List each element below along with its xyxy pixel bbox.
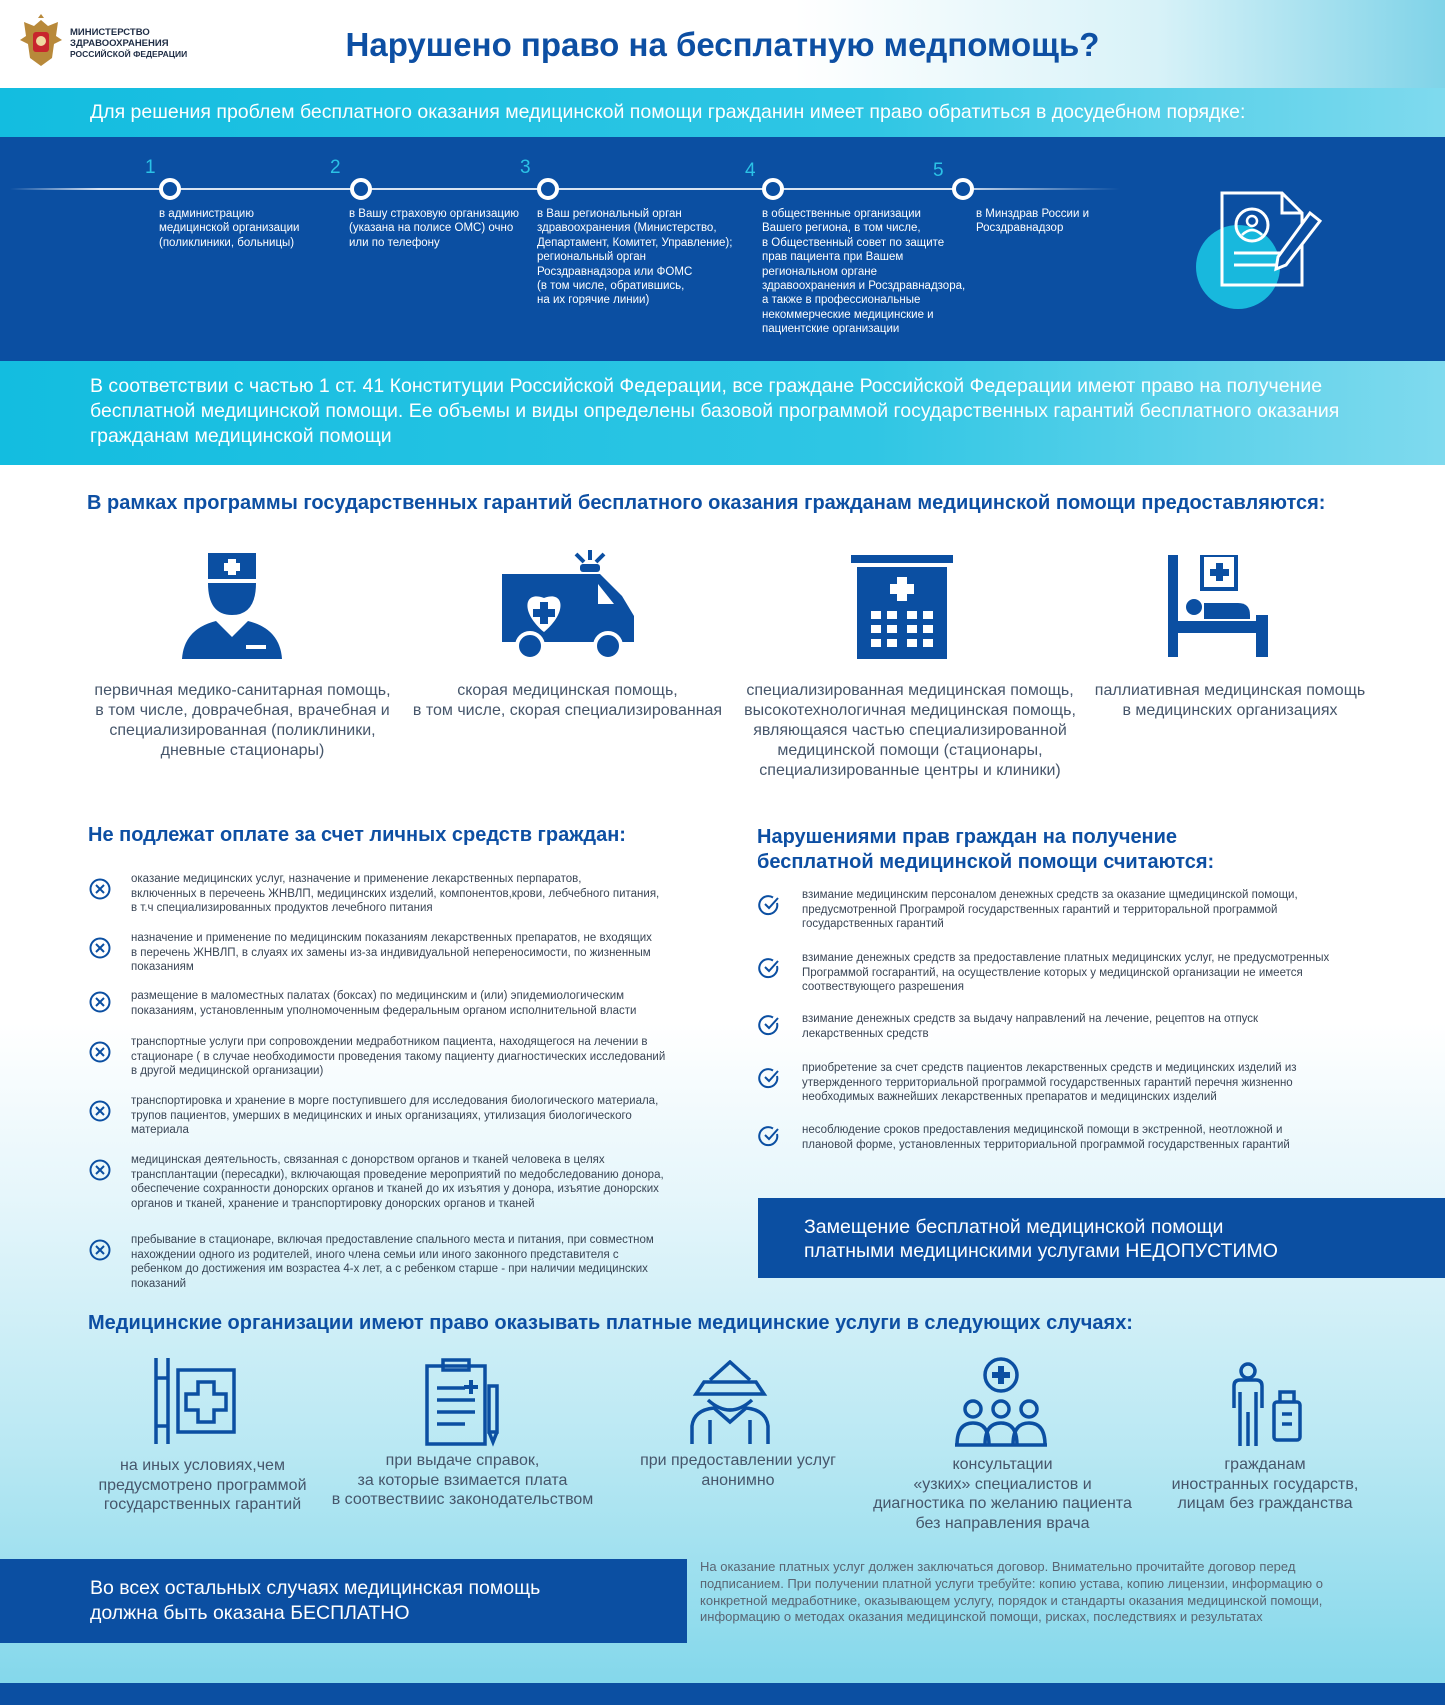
step-dot xyxy=(952,178,974,200)
check-circle-icon xyxy=(758,1014,780,1041)
list-item: назначение и применение по медицинским показаниям лекарственных препаратов, не входящих в перечень ЖНВЛП, в слуаях их замены из-за индивидуальной непереносимости, по жизненным показаниям xyxy=(131,932,652,974)
footer-bar xyxy=(0,1683,1445,1705)
anonymous-person-icon xyxy=(688,1360,772,1444)
list-item: оказание медицинских услуг, назначение и применение лекарственных перпаратов, включенных в перечеень ЖНВЛП, медицинских изделий, компонентов,крови, лебчебного питания, в т.ч специализированных продуктов лечебного питания xyxy=(131,873,660,915)
paid-heading: Медицинские организации имеют право оказывать платные медицинские услуги в следующих случаях: xyxy=(88,1312,1133,1334)
service-text: первичная медико-санитарная помощь, в том числе, доврачебная, врачебная и специализированная (поликлиники, дневные стационары) xyxy=(94,682,391,759)
constitution-text: В соответствии с частью 1 ст. 41 Конституции Российской Федерации, все граждане Российской Федерации имеют право на получение бесплатной медицинской помощи. Ее объемы и виды определены базовой программой государственных гарантий бесплатного оказания гражданам медицинской помощи xyxy=(90,375,1340,447)
check-circle-icon xyxy=(758,1125,780,1152)
paid-case-text: при выдаче справок, за которые взимается плата в соотвествиис законодательством xyxy=(331,1452,594,1508)
service-text: паллиативная медицинская помощь в медицинских организациях xyxy=(1094,682,1366,719)
contract-note: На оказание платных услуг должен заключаться договор. Внимательно прочитайте договор перед подписанием. При получении платной услуги требуйте: копию устава, копию лицензии, информацию о конкретной медработнике, оказывающем услугу, порядок и стандарты оказания медицинской помощи, информацию о методах оказания медицинской помощи, рисках, последствиях и результатах xyxy=(700,1559,1323,1625)
logo-line: ЗДРАВООХРАНЕНИЯ xyxy=(70,37,169,49)
logo-line: МИНИСТЕРСТВО xyxy=(70,27,150,38)
doctors-group-icon xyxy=(955,1357,1047,1447)
list-item: медицинская деятельность, связанная с донорством органов и тканей человека в целях трансплантации (пересадки), включающая проведение мероприятий по медобследованию донора, обеспечение сохранности донорских органов и тканей до их изъятия у донора, изъятие донорских органов и тканей, хранение и транспортировку донорских органов и тканей xyxy=(131,1154,664,1210)
list-item: пребывание в стационаре, включая предоставление спального места и питания, при совместном нахождении одного из родителей, иного члена семьи или иного законного представителя с ребенком до достижения им возрастеа 4-х лет, а с ребенком старше - при наличии медицинских показаний xyxy=(131,1234,654,1290)
list-item: взимание денежных средств за предоставление платных медицинских услуг, не предусмотренных Программой госгарантий, на осуществление которых у медицинской организации не имеется соотвествующего разрешения xyxy=(802,952,1330,994)
check-circle-icon xyxy=(758,894,780,921)
logo-line: РОССИЙСКОЙ ФЕДЕРАЦИИ xyxy=(70,49,188,59)
program-heading: В рамках программы государственных гарантий бесплатного оказания гражданам медицинской помощи предоставляются: xyxy=(87,492,1326,514)
x-circle-icon xyxy=(89,1239,111,1266)
x-circle-icon xyxy=(89,878,111,905)
list-item: несоблюдение сроков предоставления медицинской помощи в экстренной, неотложной и плановой форме, установленных территориальной программой государственных гарантий xyxy=(802,1124,1290,1151)
list-item: взимание медицинским персоналом денежных средств за оказание щмедицинской помощи, предусмотренной Програмрой государственных гарантий и территоральной программой государственных гарантий xyxy=(802,889,1298,931)
service-text: скорая медицинская помощь, в том числе, скорая специализированная xyxy=(412,682,723,719)
step-text: в Минздрав России и Росздравнадзор xyxy=(976,208,1090,235)
free-care-banner: Во всех остальных случаях медицинская помощь должна быть оказана БЕСПЛАТНО xyxy=(0,1559,687,1643)
step-number: 3 xyxy=(520,157,531,178)
step-text: в администрацию медицинской организации (поликлиники, больницы) xyxy=(159,208,300,249)
intro-text: Для решения проблем бесплатного оказания медицинской помощи гражданин имеет право обратиться в досудебном порядке: xyxy=(90,101,1246,123)
paid-case-text: гражданам иностранных государств, лицам без гражданства xyxy=(1171,1456,1359,1512)
ambulance-icon xyxy=(500,550,638,662)
step-number: 5 xyxy=(933,160,944,181)
step-dot xyxy=(159,178,181,200)
paid-case-text: при предоставлении услуг анонимно xyxy=(640,1452,836,1489)
step-dot xyxy=(762,178,784,200)
check-circle-icon xyxy=(758,957,780,984)
x-circle-icon xyxy=(89,991,111,1018)
x-circle-icon xyxy=(89,1041,111,1068)
violations-heading: Нарушениями прав граждан на получение бесплатной медицинской помощи считаются: xyxy=(757,826,1215,873)
check-circle-icon xyxy=(758,1067,780,1094)
document-user-icon xyxy=(1190,185,1350,325)
list-item: транспортные услуги при сопровождении медработником пациента, находящегося на лечении в стационаре ( в случае необходимости проведения такому пациенту диагностических исследований в другой медицинской организации) xyxy=(131,1036,666,1078)
hospital-sign-icon xyxy=(152,1358,238,1444)
step-dot xyxy=(350,178,372,200)
doctor-icon xyxy=(180,553,284,659)
not-paid-heading: Не подлежат оплате за счет личных средств граждан: xyxy=(88,824,626,846)
step-number: 2 xyxy=(330,157,341,178)
list-item: взимание денежных средств за выдачу направлений на лечение, рецептов на отпуск лекарственных средств xyxy=(802,1013,1259,1040)
paid-case-text: на иных условиях,чем предусмотрено программой государственных гарантий xyxy=(98,1457,307,1513)
page-title: Нарушено право на бесплатную медпомощь? xyxy=(345,26,1100,63)
step-text: в общественные организации Вашего региона, в том числе, в Общественный совет по защите прав пациента при Вашем региональном органе здравоохранения и Росздравнадзора, а также в профессиональные некоммерческие медицинские и пациентские организации xyxy=(762,208,966,336)
step-number: 1 xyxy=(145,157,156,178)
traveler-luggage-icon xyxy=(1230,1362,1302,1446)
service-text: специализированная медицинская помощь, высокотехнологичная медицинская помощь, являющаяся частью специализированной медицинской помощи (стационары, специализированные центры и клиники) xyxy=(744,682,1076,779)
step-text: в Ваш региональный орган здравоохранения (Министерство, Департамент, Комитет, Управление); региональный орган Росздравнадзора или ФОМС (в том числе, обратившись, на их горячие линии) xyxy=(537,208,733,307)
paid-case-text: консультации «узких» специалистов и диагностика по желанию пациента без направления врача xyxy=(873,1456,1132,1532)
x-circle-icon xyxy=(89,1159,111,1186)
list-item: размещение в маломестных палатах (боксах) по медицинским и (или) эпидемиологическим показаниям, установленным уполномоченным федеральным органом исполнительной власти xyxy=(131,990,637,1017)
list-item: транспортировка и хранение в морге поступившего для исследования биологического материала, трупов пациентов, умерших в медицинских и иных организациях, утилизация биологического материала xyxy=(131,1095,659,1137)
step-dot xyxy=(537,178,559,200)
hospital-icon xyxy=(851,555,953,659)
medical-clipboard-icon xyxy=(425,1358,501,1448)
step-number: 4 xyxy=(745,160,756,181)
replacement-banner: Замещение бесплатной медицинской помощи платными медицинскими услугами НЕДОПУСТИМО xyxy=(758,1198,1445,1278)
list-item: приобретение за счет средств пациентов лекарственных средств и медицинских изделий из утвержденного территориальной программой государственных гарантий перечня жизненно необходимых важнейших лекарственных препаратов и медицинских изделий xyxy=(802,1062,1297,1104)
x-circle-icon xyxy=(89,1100,111,1127)
step-text: в Вашу страховую организацию (указана на полисе ОМС) очно или по телефону xyxy=(349,208,520,249)
x-circle-icon xyxy=(89,937,111,964)
hospital-bed-icon xyxy=(1168,555,1270,657)
